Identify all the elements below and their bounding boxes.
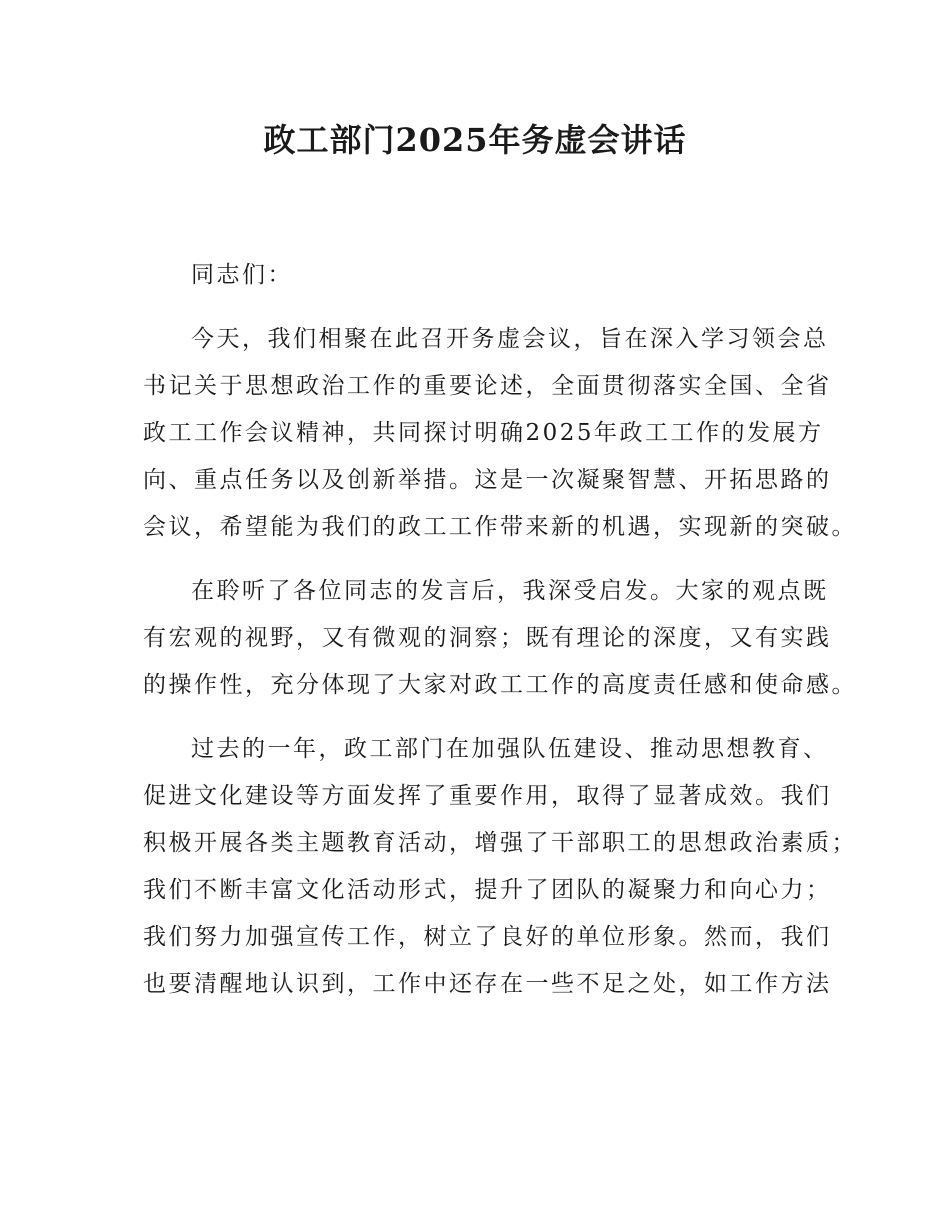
paragraph-line: 有宏观的视野，又有微观的洞察；既有理论的深度，又有实践 [143, 625, 832, 651]
paragraph-line: 我们不断丰富文化活动形式，提升了团队的凝聚力和向心力； [143, 877, 832, 903]
paragraph-line: 书记关于思想政治工作的重要论述，全面贯彻落实全国、全省 [143, 373, 832, 399]
paragraph-line: 也要清醒地认识到，工作中还存在一些不足之处，如工作方法 [143, 971, 832, 997]
paragraph-opening [143, 316, 857, 551]
document-title: 政工部门2025年务虚会讲话 [263, 121, 687, 159]
paragraph-line: 的操作性，充分体现了大家对政工工作的高度责任感和使命感。 [143, 672, 857, 698]
paragraph-line: 促进文化建设等方面发挥了重要作用，取得了显著成效。我们 [143, 783, 832, 809]
paragraph-line: 在聆听了各位同志的发言后，我深受启发。大家的观点既 [191, 578, 829, 604]
paragraph-line: 积极开展各类主题教育活动，增强了干部职工的思想政治素质； [143, 830, 857, 856]
paragraph-line: 过去的一年，政工部门在加强队伍建设、推动思想教育、 [191, 736, 829, 762]
paragraph-line: 今天，我们相聚在此召开务虚会议，旨在深入学习领会总 [191, 326, 829, 352]
paragraph-line: 会议，希望能为我们的政工工作带来新的机遇，实现新的突破。 [143, 514, 857, 540]
paragraph-feedback [143, 568, 857, 709]
paragraph-line: 同志们： [191, 262, 293, 288]
paragraph-line: 政工工作会议精神，共同探讨明确2025年政工工作的发展方 [143, 420, 824, 446]
paragraph-line: 向、重点任务以及创新举措。这是一次凝聚智慧、开拓思路的 [143, 467, 832, 493]
paragraph-salutation [143, 252, 833, 299]
paragraph-line: 我们努力加强宣传工作，树立了良好的单位形象。然而，我们 [143, 924, 832, 950]
document-body [143, 252, 857, 1025]
paragraph-review [143, 726, 857, 1008]
